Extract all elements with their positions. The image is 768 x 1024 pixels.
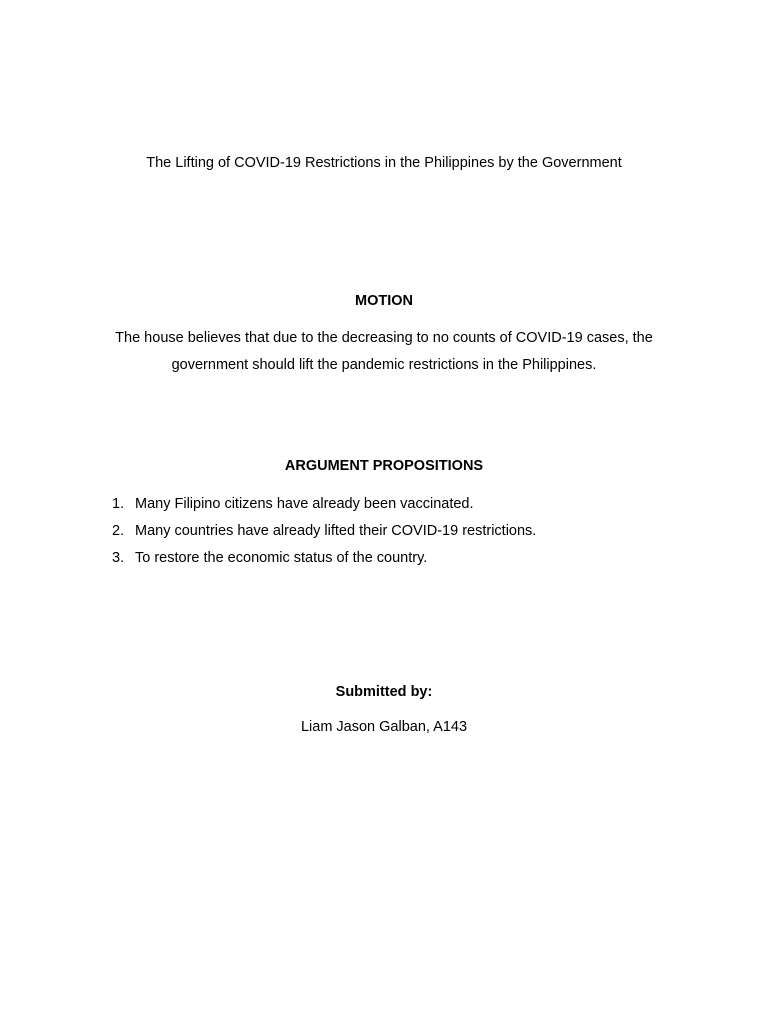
argument-item xyxy=(112,545,536,572)
argument-number: 3. xyxy=(112,550,125,566)
argument-item xyxy=(112,491,536,518)
argument-propositions-heading: ARGUMENT PROPOSITIONS xyxy=(284,458,484,474)
argument-number: 2. xyxy=(112,523,125,539)
argument-text: Many Filipino citizens have already been vaccinated. xyxy=(135,496,474,512)
author-name: Liam Jason Galban, A143 xyxy=(300,719,468,735)
motion-heading: MOTION xyxy=(355,293,413,309)
document-title: The Lifting of COVID-19 Restrictions in the Philippines by the Government xyxy=(146,155,622,171)
argument-number: 1. xyxy=(112,496,125,512)
motion-text: The house believes that due to the decreasing to no counts of COVID-19 cases, the government should lift the pandemic restrictions in the Philippines. xyxy=(115,330,653,373)
argument-list xyxy=(112,491,536,572)
submitted-by-heading: Submitted by: xyxy=(335,684,433,700)
argument-text: To restore the economic status of the country. xyxy=(135,550,428,566)
argument-item xyxy=(112,518,536,545)
argument-text: Many countries have already lifted their COVID-19 restrictions. xyxy=(135,523,537,539)
